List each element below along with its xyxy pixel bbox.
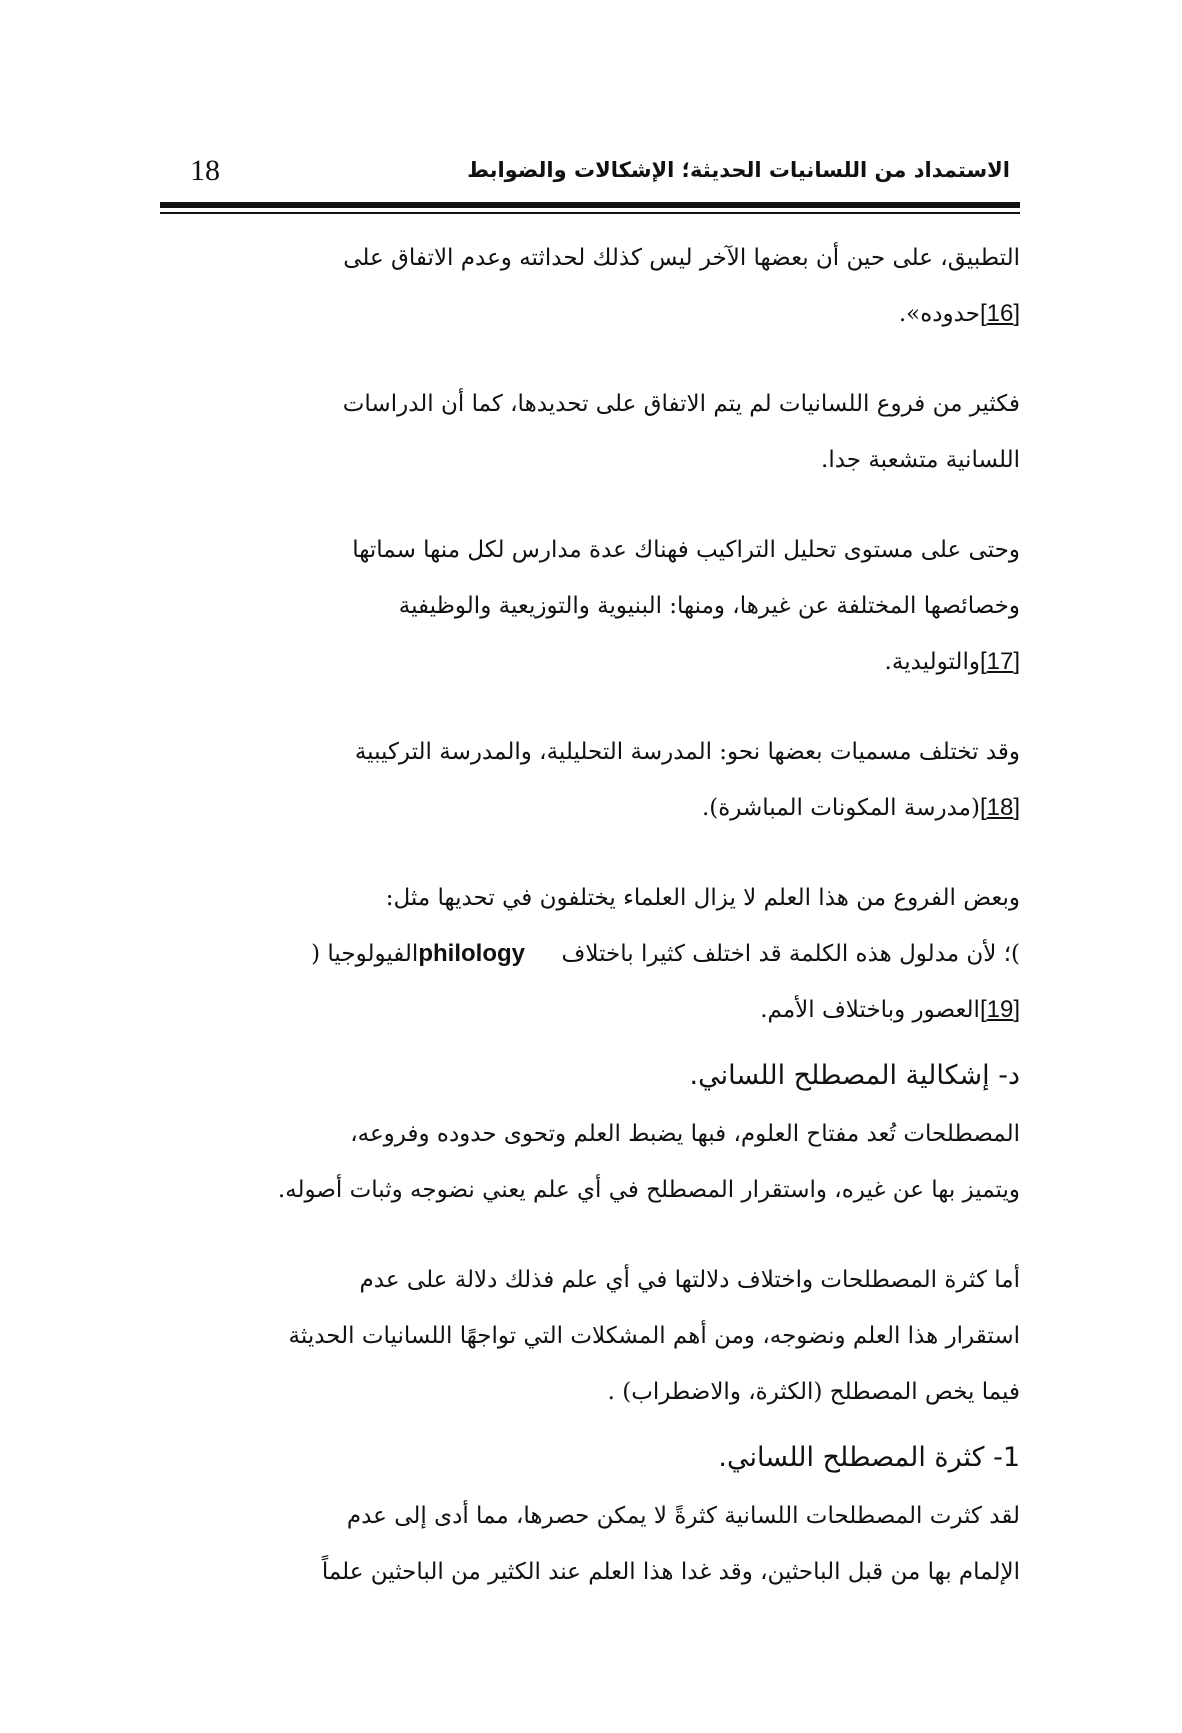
- text-line: [160, 926, 1020, 982]
- text-line: [160, 780, 1020, 836]
- section-heading-d: د- إشكالية المصطلح اللساني.: [689, 1060, 1020, 1091]
- text-line: [160, 982, 1020, 1038]
- paragraph-6: [160, 1106, 1020, 1218]
- text-fragment: والتوليدية.: [884, 649, 980, 675]
- footnote-ref-18[interactable]: [18]: [979, 794, 1020, 821]
- page-body: [160, 230, 1020, 1600]
- page-header: [160, 150, 1020, 194]
- text-line: وبعض الفروع من هذا العلم لا يزال العلماء يختلفون في تحديها مثل:: [385, 885, 1020, 911]
- text-line: ويتميز بها عن غيره، واستقرار المصطلح في أي علم يعني نضوجه وثبات أصوله.: [277, 1177, 1020, 1203]
- text-fragment: الفيولوجيا (: [311, 941, 419, 967]
- text-fragment: )؛ لأن مدلول هذه الكلمة قد اختلف كثيرا باختلاف: [561, 941, 1020, 967]
- page-number: 18: [190, 154, 220, 187]
- paragraph-4: [160, 724, 1020, 836]
- paragraph-5: [160, 870, 1020, 1038]
- text-line: اللسانية متشعبة جدا.: [821, 447, 1020, 473]
- paragraph-3: [160, 522, 1020, 690]
- text-line: وقد تختلف مسميات بعضها نحو: المدرسة التحليلية، والمدرسة التركيبية: [354, 739, 1020, 765]
- header-rule-thin: [160, 212, 1020, 214]
- footnote-ref-17[interactable]: [17]: [979, 648, 1020, 675]
- paragraph-2: [160, 376, 1020, 488]
- section-heading-1: 1- كثرة المصطلح اللساني.: [718, 1442, 1020, 1473]
- text-line: وخصائصها المختلفة عن غيرها، ومنها: البنيوية والتوزيعية والوظيفية: [398, 593, 1020, 619]
- text-line: المصطلحات تُعد مفتاح العلوم، فبها يضبط العلم وتحوى حدوده وفروعه،: [350, 1121, 1020, 1147]
- header-rule-thick: [160, 202, 1020, 208]
- running-title: الاستمداد من اللسانيات الحديثة؛ الإشكالات والضوابط: [467, 158, 1010, 182]
- text-line: أما كثرة المصطلحات واختلاف دلالتها في أي علم فذلك دلالة على عدم: [359, 1267, 1020, 1293]
- paragraph-7: [160, 1252, 1020, 1420]
- text-line: [160, 634, 1020, 690]
- paragraph-1: [160, 230, 1020, 342]
- text-fragment: حدوده».: [898, 301, 980, 327]
- footnote-ref-16[interactable]: [16]: [979, 300, 1020, 327]
- latin-term: philology: [418, 940, 525, 967]
- text-line: لقد كثرت المصطلحات اللسانية كثرةً لا يمكن حصرها، مما أدى إلى عدم: [346, 1503, 1020, 1529]
- text-line: وحتى على مستوى تحليل التراكيب فهناك عدة مدارس لكل منها سماتها: [352, 537, 1020, 563]
- text-line: [160, 286, 1020, 342]
- text-line: الإلمام بها من قبل الباحثين، وقد غدا هذا العلم عند الكثير من الباحثين علماً: [321, 1559, 1020, 1585]
- paragraph-8: [160, 1488, 1020, 1600]
- text-line: التطبيق، على حين أن بعضها الآخر ليس كذلك لحداثته وعدم الاتفاق على: [343, 245, 1020, 271]
- text-fragment: العصور وباختلاف الأمم.: [760, 997, 980, 1023]
- footnote-ref-19[interactable]: [19]: [979, 996, 1020, 1023]
- text-line: استقرار هذا العلم ونضوجه، ومن أهم المشكلات التي تواجهًا اللسانيات الحديثة: [288, 1323, 1020, 1349]
- text-line: فكثير من فروع اللسانيات لم يتم الاتفاق على تحديدها، كما أن الدراسات: [342, 391, 1020, 417]
- text-fragment: (مدرسة المكونات المباشرة).: [701, 795, 980, 821]
- text-line: فيما يخص المصطلح (الكثرة، والاضطراب) .: [607, 1379, 1020, 1405]
